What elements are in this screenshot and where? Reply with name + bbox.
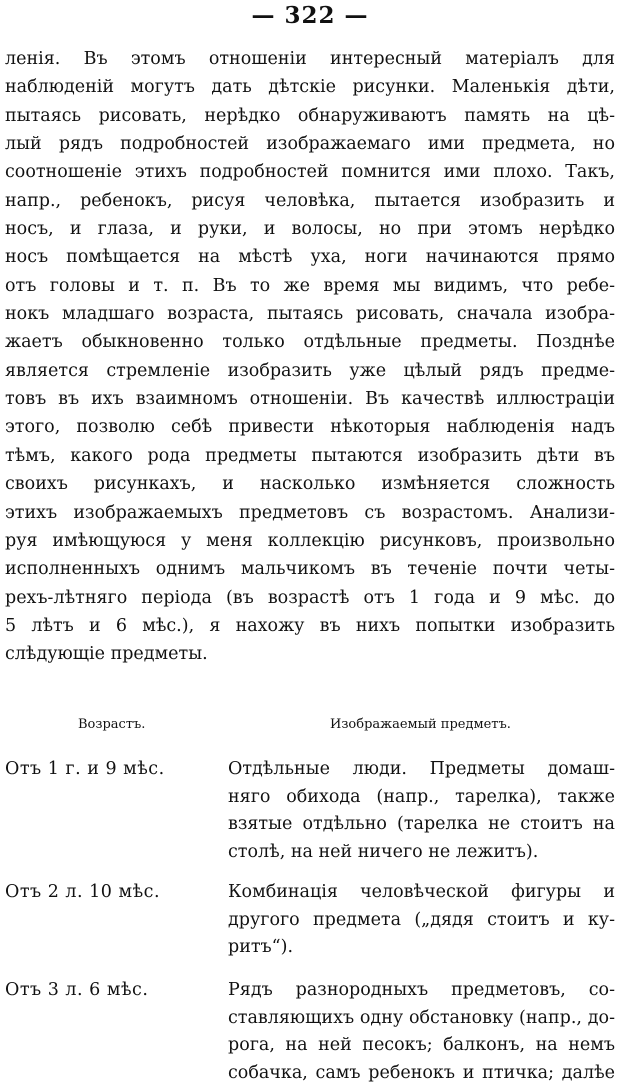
paragraph-line: тѣмъ, какого рода предметы пытаются изобразить дѣти въ — [5, 445, 615, 466]
paragraph-line: товъ въ ихъ взаимномъ отношеніи. Въ качествѣ иллюстраціи — [5, 389, 615, 410]
row-age: Отъ 3 л. 6 мѣс. — [5, 980, 149, 1000]
body-paragraph — [5, 45, 615, 669]
paragraph-line: наблюденій могутъ дать дѣтскіе рисунки. Маленькія дѣти, — [5, 77, 615, 98]
paragraph-line: ленія. Въ этомъ отношеніи интересный матеріалъ для — [5, 49, 615, 69]
paragraph-line: жаетъ обыкновенно только отдѣльные предметы. Позднѣе — [5, 332, 615, 353]
description-line: Отдѣльные люди. Предметы домаш- — [228, 759, 615, 779]
paragraph-line: является стремленіе изобразить уже цѣлый рядъ предме- — [5, 360, 615, 381]
paragraph-line: соотношеніе этихъ подробностей помнится ими плохо. Такъ, — [5, 162, 615, 183]
description-line: ритъ“). — [228, 937, 294, 957]
paragraph-line: слѣдующіе предметы. — [5, 644, 208, 665]
page-number: — 322 — — [251, 2, 369, 29]
paragraph-line: этого, позволю себѣ привести нѣкоторыя наблюденія надъ — [5, 417, 615, 438]
paragraph-line: рехъ-лѣтняго періода (въ возрастѣ отъ 1 года и 9 мѣс. до — [5, 587, 615, 608]
row-description — [228, 756, 615, 866]
paragraph-line: руя имѣющуюся у меня коллекцію рисунковъ, произвольно — [5, 530, 615, 551]
row-description — [228, 977, 615, 1087]
paragraph-line: пытаясь рисовать, нерѣдко обнаруживаютъ память на цѣ- — [5, 105, 615, 126]
paragraph-line: нокъ младшаго возраста, пытаясь рисовать, сначала изобра- — [5, 304, 615, 325]
description-line: взятые отдѣльно (тарелка не стоитъ на — [228, 814, 615, 834]
paragraph-line: лый рядъ подробностей изображаемаго ими предмета, но — [5, 134, 615, 155]
paragraph-line: носъ помѣщается на мѣстѣ уха, ноги начинаются прямо — [5, 247, 615, 268]
description-line: Рядъ разнородныхъ предметовъ, со- — [228, 980, 615, 1000]
column-header-subject: Изображаемый предметъ. — [330, 717, 511, 732]
row-age: Отъ 1 г. и 9 мѣс. — [5, 759, 165, 779]
description-line: собачка, самъ ребенокъ и птичка; далѣе — [228, 1062, 615, 1083]
column-header-age: Возрастъ. — [78, 717, 146, 732]
description-line: столѣ, на ней ничего не лежитъ). — [228, 841, 539, 862]
description-line: Комбинація человѣческой фигуры и — [228, 882, 615, 902]
paragraph-line: 5 лѣтъ и 6 мѣс.), я нахожу въ нихъ попытки изобразить — [5, 615, 615, 636]
description-line: другого предмета („дядя стоитъ и ку- — [228, 909, 615, 930]
description-line: няго обихода (напр., тарелка), также — [228, 786, 615, 807]
paragraph-line: исполненныхъ однимъ мальчикомъ въ теченіе почти четы- — [5, 559, 615, 580]
paragraph-line: носъ, и глаза, и руки, и волосы, но при этомъ нерѣдко — [5, 219, 615, 240]
paragraph-line: отъ головы и т. п. Въ то же время мы видимъ, что ребе- — [5, 275, 615, 296]
description-line: ставляющихъ одну обстановку (напр., до- — [228, 1007, 615, 1028]
paragraph-line: своихъ рисункахъ, и насколько измѣняется сложность — [5, 474, 615, 495]
row-description — [228, 879, 615, 962]
paragraph-line: напр., ребенокъ, рисуя человѣка, пытается изобразить и — [5, 190, 615, 211]
description-line: рога, на ней песокъ; балконъ, на немъ — [228, 1035, 615, 1055]
paragraph-line: этихъ изображаемыхъ предметовъ съ возрастомъ. Анализи- — [5, 502, 615, 523]
row-age: Отъ 2 л. 10 мѣс. — [5, 882, 161, 902]
